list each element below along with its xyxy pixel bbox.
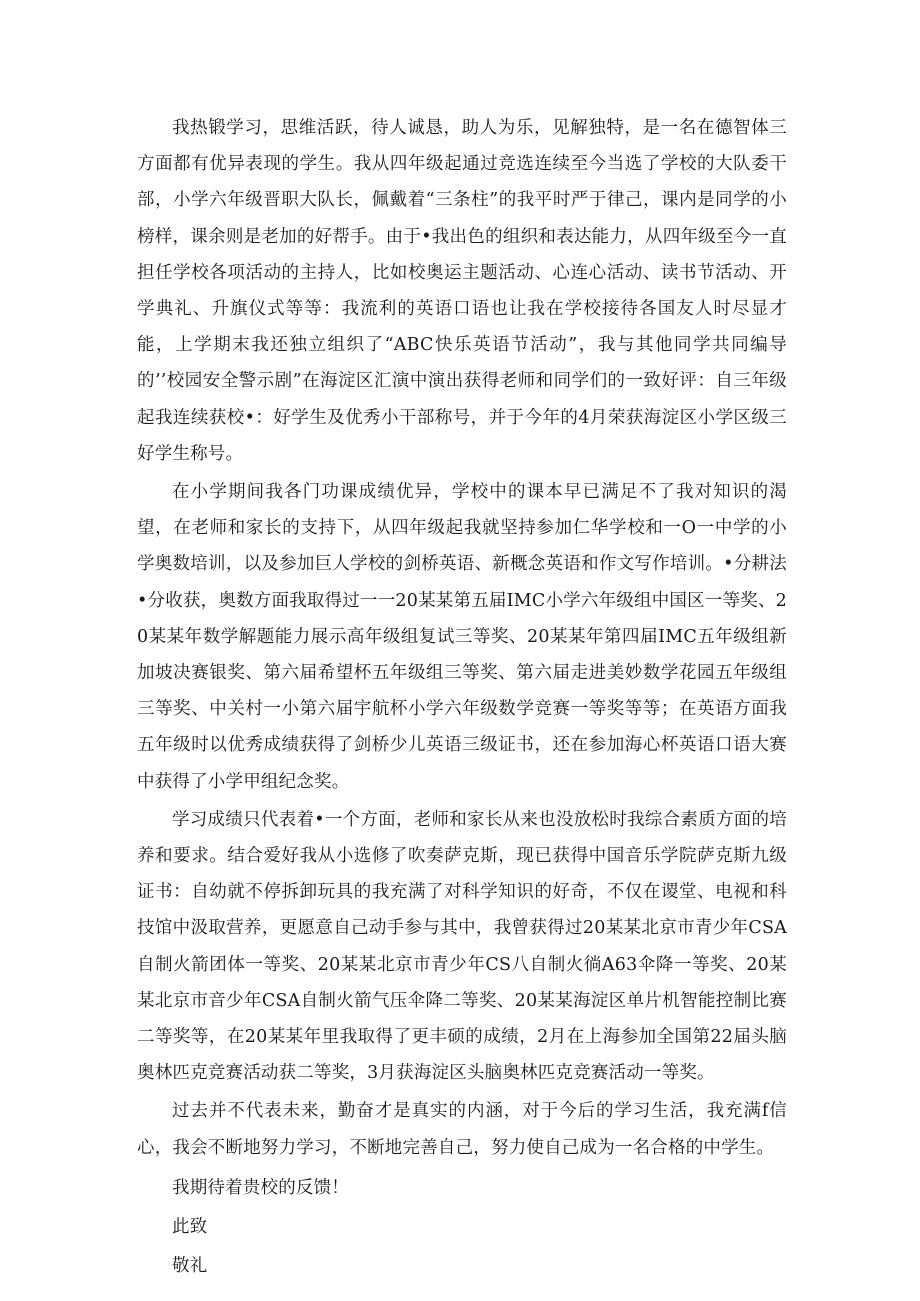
closing-line-jingli: 敬礼 (172, 1256, 208, 1277)
closing-line-cizhi: 此致 (172, 1217, 208, 1238)
letter-body (137, 110, 787, 1285)
paragraph-extracurricular-achievements: 学习成绩只代表着•一个方面，老师和家长从来也没放松时我综合素质方面的培养和要求。结合爱好我从小选修了吹奏萨克斯，现已获得中国音乐学院萨克斯九级证书：自幼就不停拆卸玩具的我充满了对科学知识的好奇，不仅在谡堂、电视和科技馆中汲取营养，更愿意自己动手参与其中，我曾获得过20某某北京市青少年CSA自制火箭团体一等奖、20某某北京市青少年CS八自制火徜A63伞降一等奖、20某某北京市音少年CSA自制火箭气压伞降二等奖、20某某海淀区单片机智能控制比赛二等奖等，在20某某年里我取得了更丰硕的成绩，2月在上海参加全国第22届头脑奥林匹克竞赛活动获二等奖，3月获海淀区头脑奥林匹克竞赛活动一等奖。 (137, 809, 787, 1084)
paragraph-self-introduction: 我热锻学习，思维活跃，待人诚恳，助人为乐，见解独特，是一名在德智体三方面都有优异表现的学生。我从四年级起通过竞选连续至今当选了学校的大队委干部，小学六年级晋职大队长，佩戴着“三条柱”的我平时严于律己，课内是同学的小榜样，课余则是老加的好帮手。由于•我出色的组织和表达能力，从四年级至今一直担任学校各项活动的主持人，比如校奥运主题活动、心连心活动、读书节活动、开学典礼、升旗仪式等等：我流利的英语口语也让我在学校接待各国友人时尽显才能，上学期末我还独立组织了“ABC快乐英语节活动”，我与其他同学共同编导的’’校园安全警示剧”在海淀区汇演中演出获得老师和同学们的一致好评：自三年级起我连续获校•：好学生及优秀小干部称号，并于今年的4月荣获海淀区小学区级三好学生称号。 (137, 118, 787, 464)
closing-line-feedback: 我期待着贵校的反馈！ (172, 1177, 349, 1198)
paragraph-academic-achievements: 在小学期间我各门功课成绩优异，学校中的课本早已满足不了我对知识的渴望，在老师和家长的支持下，从四年级起我就坚持参加仁华学校和一O一中学的小学奥数培训，以及参加巨人学校的剑桥英语、新概念英语和作文写作培训。•分耕法•分收获，奥数方面我取得过一一20某某第五届IMC小学六年级组中国区一等奖、20某某年数学解题能力展示高年级组复试三等奖、20某某年第四届IMC五年级组新加坡决赛银奖、第六届希望杯五年级组三等奖、第六届走进美妙数学花园五年级组三等奖、中关村一小第六届宇航杯小学六年级数学竞赛一等奖等等；在英语方面我五年级时以优秀成绩获得了剑桥少儿英语三级证书，还在参加海心杯英语口语大赛中获得了小学甲组纪念奖。 (137, 482, 787, 792)
paragraph-future-commitment: 过去并不代表未来，勤奋才是真实的内涵，对于今后的学习生活，我充满f信心，我会不断地努力学习，不断地完善自己，努力使自己成为一名合格的中学生。 (137, 1101, 787, 1158)
